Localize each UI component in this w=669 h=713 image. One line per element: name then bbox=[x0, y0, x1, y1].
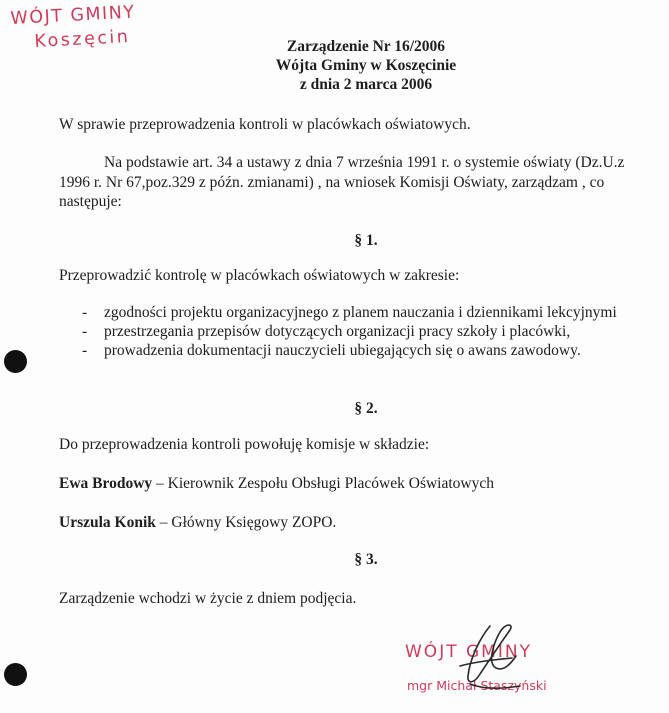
signature-stamp-name: mgr Michał Staszyński bbox=[407, 678, 547, 693]
list-item-text: prowadzenia dokumentacji nauczycieli ubiegających się o awans zawodowy. bbox=[104, 342, 581, 359]
list-item-text: zgodności projektu organizacyjnego z planem nauczania i dziennikami lekcyjnymi bbox=[104, 304, 617, 321]
preamble-line-1: Na podstawie art. 34 a ustawy z dnia 7 września 1991 r. o systemie oświaty (Dz.U.z bbox=[104, 154, 625, 171]
list-bullet: - bbox=[82, 342, 88, 359]
punch-hole bbox=[4, 663, 27, 686]
section-3-heading: § 3. bbox=[354, 551, 378, 568]
handwritten-signature bbox=[440, 618, 530, 698]
document-title: Zarządzenie Nr 16/2006 bbox=[286, 38, 446, 55]
list-item bbox=[82, 342, 581, 360]
list-bullet: - bbox=[82, 323, 88, 340]
list-item-text: przestrzegania przepisów dotyczących organizacji pracy szkoły i placówki, bbox=[104, 323, 571, 340]
member-role: – Główny Księgowy ZOPO. bbox=[155, 514, 337, 531]
section-1-heading: § 1. bbox=[354, 232, 378, 249]
preamble-line-3: następuje: bbox=[59, 193, 122, 210]
document-date: z dnia 2 marca 2006 bbox=[299, 76, 433, 93]
committee-member bbox=[59, 474, 659, 494]
section-2-intro: Do przeprowadzenia kontroli powołuję komisje w składzie: bbox=[59, 436, 430, 453]
punch-hole bbox=[4, 350, 27, 373]
section-3-text: Zarządzenie wchodzi w życie z dniem podjęcia. bbox=[59, 590, 357, 607]
committee-member bbox=[59, 513, 659, 533]
stamp-koszecin: Koszęcin bbox=[34, 26, 131, 52]
preamble-line-2: 1996 r. Nr 67,poz.329 z późn. zmianami) , na wniosek Komisji Oświaty, zarządzam , co bbox=[59, 174, 605, 191]
section-1-intro: Przeprowadzić kontrolę w placówkach oświatowych w zakresie: bbox=[59, 267, 460, 284]
document-issuer: Wójta Gminy w Koszęcinie bbox=[275, 57, 457, 74]
document-subject: W sprawie przeprowadzenia kontroli w placówkach oświatowych. bbox=[59, 116, 471, 133]
signature-stamp-title: WÓJT GMINY bbox=[405, 642, 532, 662]
list-item bbox=[82, 323, 570, 341]
member-role: – Kierownik Zespołu Obsługi Placówek Oświatowych bbox=[152, 475, 494, 492]
member-name: Ewa Brodowy bbox=[59, 475, 153, 492]
member-name: Urszula Konik bbox=[59, 514, 156, 531]
list-item bbox=[82, 304, 617, 322]
list-bullet: - bbox=[82, 304, 88, 321]
section-2-heading: § 2. bbox=[354, 400, 378, 417]
stamp-wojt-gminy: WÓJT GMINY bbox=[10, 2, 136, 29]
